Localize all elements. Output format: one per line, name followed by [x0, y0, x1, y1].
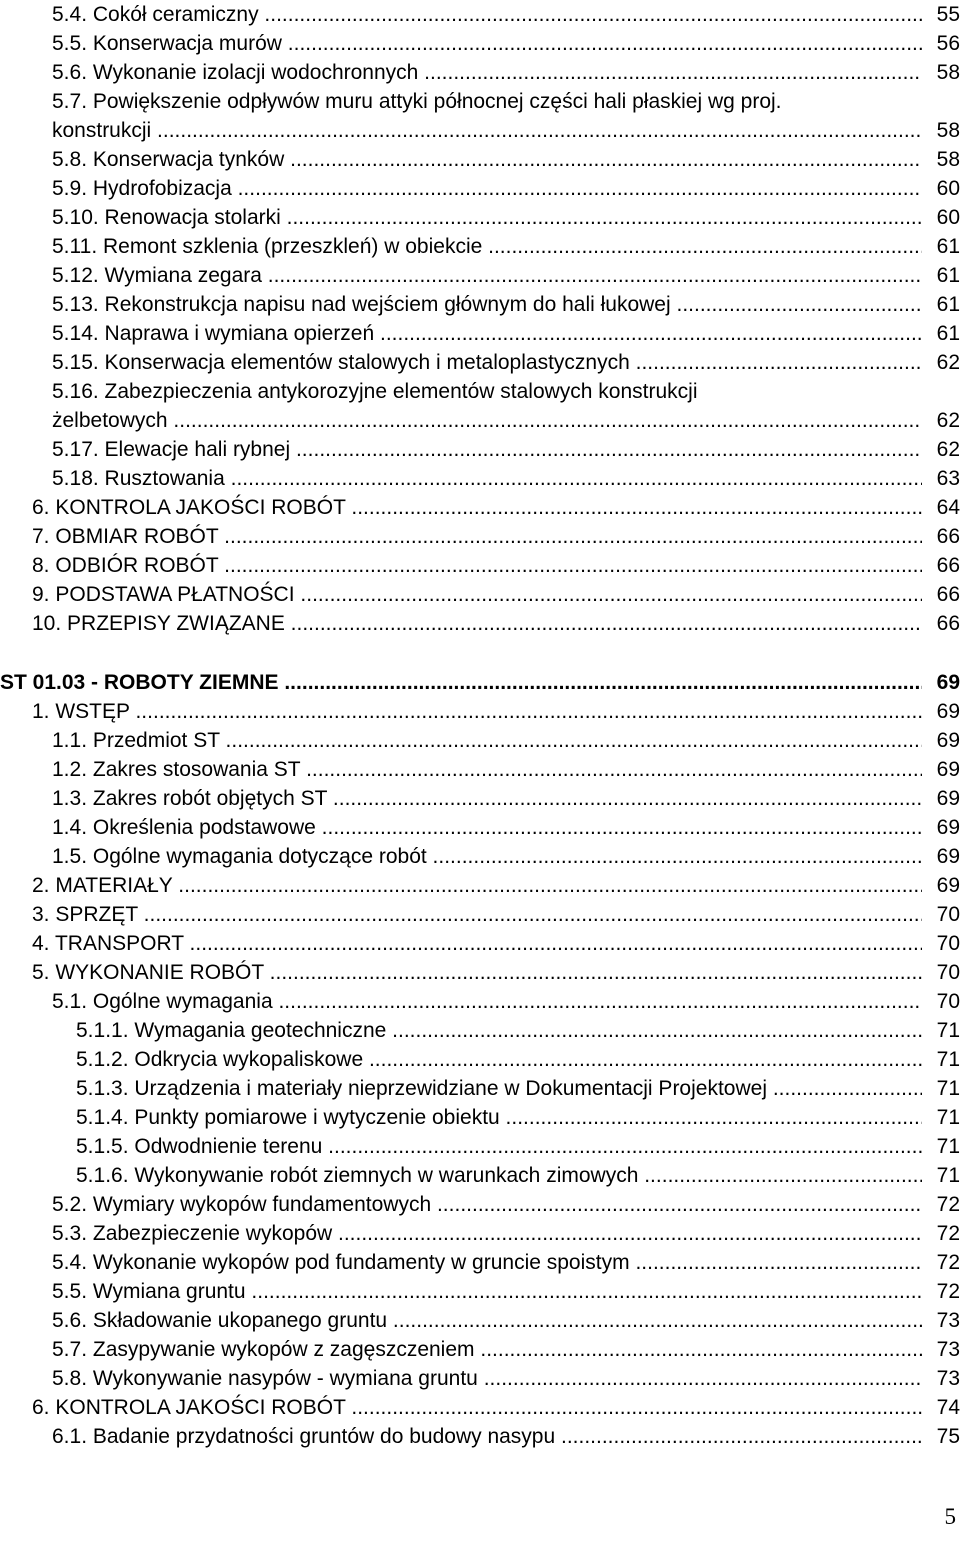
toc-entry-page: 62: [924, 406, 960, 436]
toc-entry: [0, 435, 960, 465]
toc-entry-page: 73: [924, 1364, 960, 1394]
toc-entry: [0, 1103, 960, 1133]
toc-entry-page: 71: [924, 1045, 960, 1075]
toc-entry-page: 66: [924, 580, 960, 610]
toc-entry: [0, 813, 960, 843]
toc-entry-title: 5.16. Zabezpieczenia antykorozyjne elementów stalowych konstrukcji: [52, 380, 698, 403]
toc-entry: [0, 0, 960, 30]
toc-entry: [0, 726, 960, 756]
toc-entry-page: 70: [924, 958, 960, 988]
toc-entry-page: 58: [924, 145, 960, 175]
toc-entry: [0, 87, 960, 117]
toc-entry-page: 62: [924, 348, 960, 378]
toc-entry-page: 70: [924, 900, 960, 930]
toc-entry-page: 75: [924, 1422, 960, 1452]
toc-entry-page: 62: [924, 435, 960, 465]
toc-entry-title: 5. WYKONANIE ROBÓT .....: [32, 958, 922, 988]
toc-entry-page: 69: [924, 697, 960, 727]
toc-entry-title: 5.6. Wykonanie izolacji wodochronnych .....: [52, 58, 922, 88]
toc-entry-title: żelbetowych .....: [52, 406, 922, 436]
toc-entry: [0, 145, 960, 175]
toc-entry-title: 5.4. Cokół ceramiczny .....: [52, 0, 922, 30]
toc-entry-title: 5.8. Konserwacja tynków .....: [52, 145, 922, 175]
toc-entry: [0, 900, 960, 930]
toc-entry-title: 5.1.5. Odwodnienie terenu .....: [76, 1132, 922, 1162]
toc-entry: [0, 987, 960, 1017]
toc-entry-page: 71: [924, 1074, 960, 1104]
toc-entry: [0, 493, 960, 523]
toc-entry-page: 60: [924, 203, 960, 233]
toc-entry-title: 5.11. Remont szklenia (przeszkleń) w obiekcie .....: [52, 232, 922, 262]
toc-entry-title: 1. WSTĘP .....: [32, 697, 922, 727]
toc-entry-page: 73: [924, 1335, 960, 1365]
toc-entry-title: 1.3. Zakres robót objętych ST .....: [52, 784, 922, 814]
toc-entry: [0, 1422, 960, 1452]
toc-entry-page: 72: [924, 1277, 960, 1307]
toc-entry-page: 72: [924, 1248, 960, 1278]
toc-entry-title: 5.6. Składowanie ukopanego gruntu .....: [52, 1306, 922, 1336]
toc-entry: [0, 1364, 960, 1394]
toc-entry-page: 69: [924, 784, 960, 814]
toc-entry: [0, 29, 960, 59]
toc-entry-page: 66: [924, 551, 960, 581]
toc-entry: [0, 1074, 960, 1104]
toc-entry-title: 5.1.4. Punkty pomiarowe i wytyczenie obiektu .....: [76, 1103, 922, 1133]
toc-entry-title: 5.17. Elewacje hali rybnej .....: [52, 435, 922, 465]
toc-entry: [0, 929, 960, 959]
toc-entry: [0, 290, 960, 320]
toc-entry-title: 9. PODSTAWA PŁATNOŚCI .....: [32, 580, 922, 610]
toc-entry: [0, 1132, 960, 1162]
toc-entry-page: 70: [924, 987, 960, 1017]
toc-entry: [0, 1306, 960, 1336]
toc-entry: [0, 551, 960, 581]
toc-entry-title: 5.14. Naprawa i wymiana opierzeń .....: [52, 319, 922, 349]
toc-entry-title: 5.1. Ogólne wymagania .....: [52, 987, 922, 1017]
toc-entry-title: 1.5. Ogólne wymagania dotyczące robót .....: [52, 842, 922, 872]
toc-entry: [0, 464, 960, 494]
toc-entry: [0, 958, 960, 988]
toc-entry-title: 5.1.3. Urządzenia i materiały nieprzewidziane w Dokumentacji Projektowej .....: [76, 1074, 922, 1104]
toc-entry-page: 69: [924, 726, 960, 756]
toc-entry: [0, 668, 960, 698]
toc-entry-title: 10. PRZEPISY ZWIĄZANE .....: [32, 609, 922, 639]
toc-entry-title: 5.10. Renowacja stolarki .....: [52, 203, 922, 233]
toc-entry-title: 5.9. Hydrofobizacja .....: [52, 174, 922, 204]
toc-entry-page: 69: [924, 813, 960, 843]
toc-entry-title: 5.5. Konserwacja murów .....: [52, 29, 922, 59]
toc-entry-page: 69: [924, 871, 960, 901]
toc-entry: [0, 1248, 960, 1278]
toc-entry: [0, 377, 960, 407]
toc-entry-page: 61: [924, 261, 960, 291]
toc-entry: [0, 755, 960, 785]
toc-entry: [0, 522, 960, 552]
toc-entry-title: 5.18. Rusztowania .....: [52, 464, 922, 494]
toc-entry-page: 72: [924, 1190, 960, 1220]
toc-entry-page: 61: [924, 290, 960, 320]
toc-entry: [0, 1335, 960, 1365]
toc-entry-page: 73: [924, 1306, 960, 1336]
toc-entry: [0, 348, 960, 378]
toc-entry-title: 5.1.2. Odkrycia wykopaliskowe .....: [76, 1045, 922, 1075]
toc-entry-title: 1.4. Określenia podstawowe .....: [52, 813, 922, 843]
toc-entry: [0, 1277, 960, 1307]
toc-entry-title: 5.5. Wymiana gruntu .....: [52, 1277, 922, 1307]
toc-entry-title: 5.8. Wykonywanie nasypów - wymiana gruntu .....: [52, 1364, 922, 1394]
toc-entry-title: 5.2. Wymiary wykopów fundamentowych .....: [52, 1190, 922, 1220]
toc-entry-title: 1.1. Przedmiot ST .....: [52, 726, 922, 756]
toc-entry-title: 1.2. Zakres stosowania ST .....: [52, 755, 922, 785]
toc-entry-page: 71: [924, 1103, 960, 1133]
toc-entry: [0, 406, 960, 436]
toc-entry: [0, 697, 960, 727]
toc-entry-title: 6. KONTROLA JAKOŚCI ROBÓT .....: [32, 1393, 922, 1423]
toc-entry-title: 5.7. Powiększenie odpływów muru attyki północnej części hali płaskiej wg proj.: [52, 90, 782, 113]
toc-entry: [0, 871, 960, 901]
toc-entry-title: 5.4. Wykonanie wykopów pod fundamenty w gruncie spoistym .....: [52, 1248, 922, 1278]
toc-entry-title: 2. MATERIAŁY .....: [32, 871, 922, 901]
toc-entry-title: 5.7. Zasypywanie wykopów z zagęszczeniem .....: [52, 1335, 922, 1365]
toc-entry-title: 5.13. Rekonstrukcja napisu nad wejściem głównym do hali łukowej .....: [52, 290, 922, 320]
toc-entry-page: 71: [924, 1016, 960, 1046]
toc-entry-page: 71: [924, 1161, 960, 1191]
toc-entry: [0, 319, 960, 349]
toc-entry: [0, 842, 960, 872]
toc-entry: [0, 116, 960, 146]
toc-entry-title: 4. TRANSPORT .....: [32, 929, 922, 959]
toc-entry-title: 8. ODBIÓR ROBÓT .....: [32, 551, 922, 581]
toc-entry-title: 5.15. Konserwacja elementów stalowych i metaloplastycznych .....: [52, 348, 922, 378]
toc-entry: [0, 261, 960, 291]
toc-entry-title: 5.12. Wymiana zegara .....: [52, 261, 922, 291]
toc-entry-title: 7. OBMIAR ROBÓT .....: [32, 522, 922, 552]
page-number: 5: [944, 1504, 956, 1529]
toc-entry-page: 72: [924, 1219, 960, 1249]
toc-entry-title: 6. KONTROLA JAKOŚCI ROBÓT .....: [32, 493, 922, 523]
toc-entry-page: 63: [924, 464, 960, 494]
toc-entry-title: 3. SPRZĘT .....: [32, 900, 922, 930]
toc-entry-page: 70: [924, 929, 960, 959]
toc-entry-page: 74: [924, 1393, 960, 1423]
toc-entry-page: 66: [924, 522, 960, 552]
toc-entry: [0, 232, 960, 262]
toc-entry-page: 56: [924, 29, 960, 59]
toc-entry: [0, 1190, 960, 1220]
toc-entry-page: 61: [924, 319, 960, 349]
toc-entry: [0, 1016, 960, 1046]
toc-entry: [0, 784, 960, 814]
toc-entry-page: 55: [924, 0, 960, 30]
toc-entry: [0, 609, 960, 639]
toc-entry: [0, 203, 960, 233]
toc-entry-page: 69: [924, 842, 960, 872]
toc-entry-page: 69: [924, 668, 960, 698]
toc-entry-title: 5.3. Zabezpieczenie wykopów .....: [52, 1219, 922, 1249]
toc-entry-title: 5.1.6. Wykonywanie robót ziemnych w warunkach zimowych .....: [76, 1161, 922, 1191]
toc-entry-page: 64: [924, 493, 960, 523]
toc-entry: [0, 1045, 960, 1075]
toc-entry-title: 6.1. Badanie przydatności gruntów do budowy nasypu .....: [52, 1422, 922, 1452]
toc-entry-page: 60: [924, 174, 960, 204]
toc-entry-page: 58: [924, 58, 960, 88]
toc-entry: [0, 580, 960, 610]
toc-entry-page: 69: [924, 755, 960, 785]
toc-entry: [0, 58, 960, 88]
toc-entry-title: ST 01.03 - ROBOTY ZIEMNE .....: [0, 668, 922, 698]
toc-entry-page: 71: [924, 1132, 960, 1162]
toc-entry-title: konstrukcji .....: [52, 116, 922, 146]
toc-entry: [0, 1393, 960, 1423]
toc-entry-page: 66: [924, 609, 960, 639]
toc-entry: [0, 174, 960, 204]
toc-entry: [0, 1161, 960, 1191]
toc-entry: [0, 1219, 960, 1249]
toc-entry-title: 5.1.1. Wymagania geotechniczne .....: [76, 1016, 922, 1046]
toc-entry-page: 58: [924, 116, 960, 146]
toc-entry-page: 61: [924, 232, 960, 262]
